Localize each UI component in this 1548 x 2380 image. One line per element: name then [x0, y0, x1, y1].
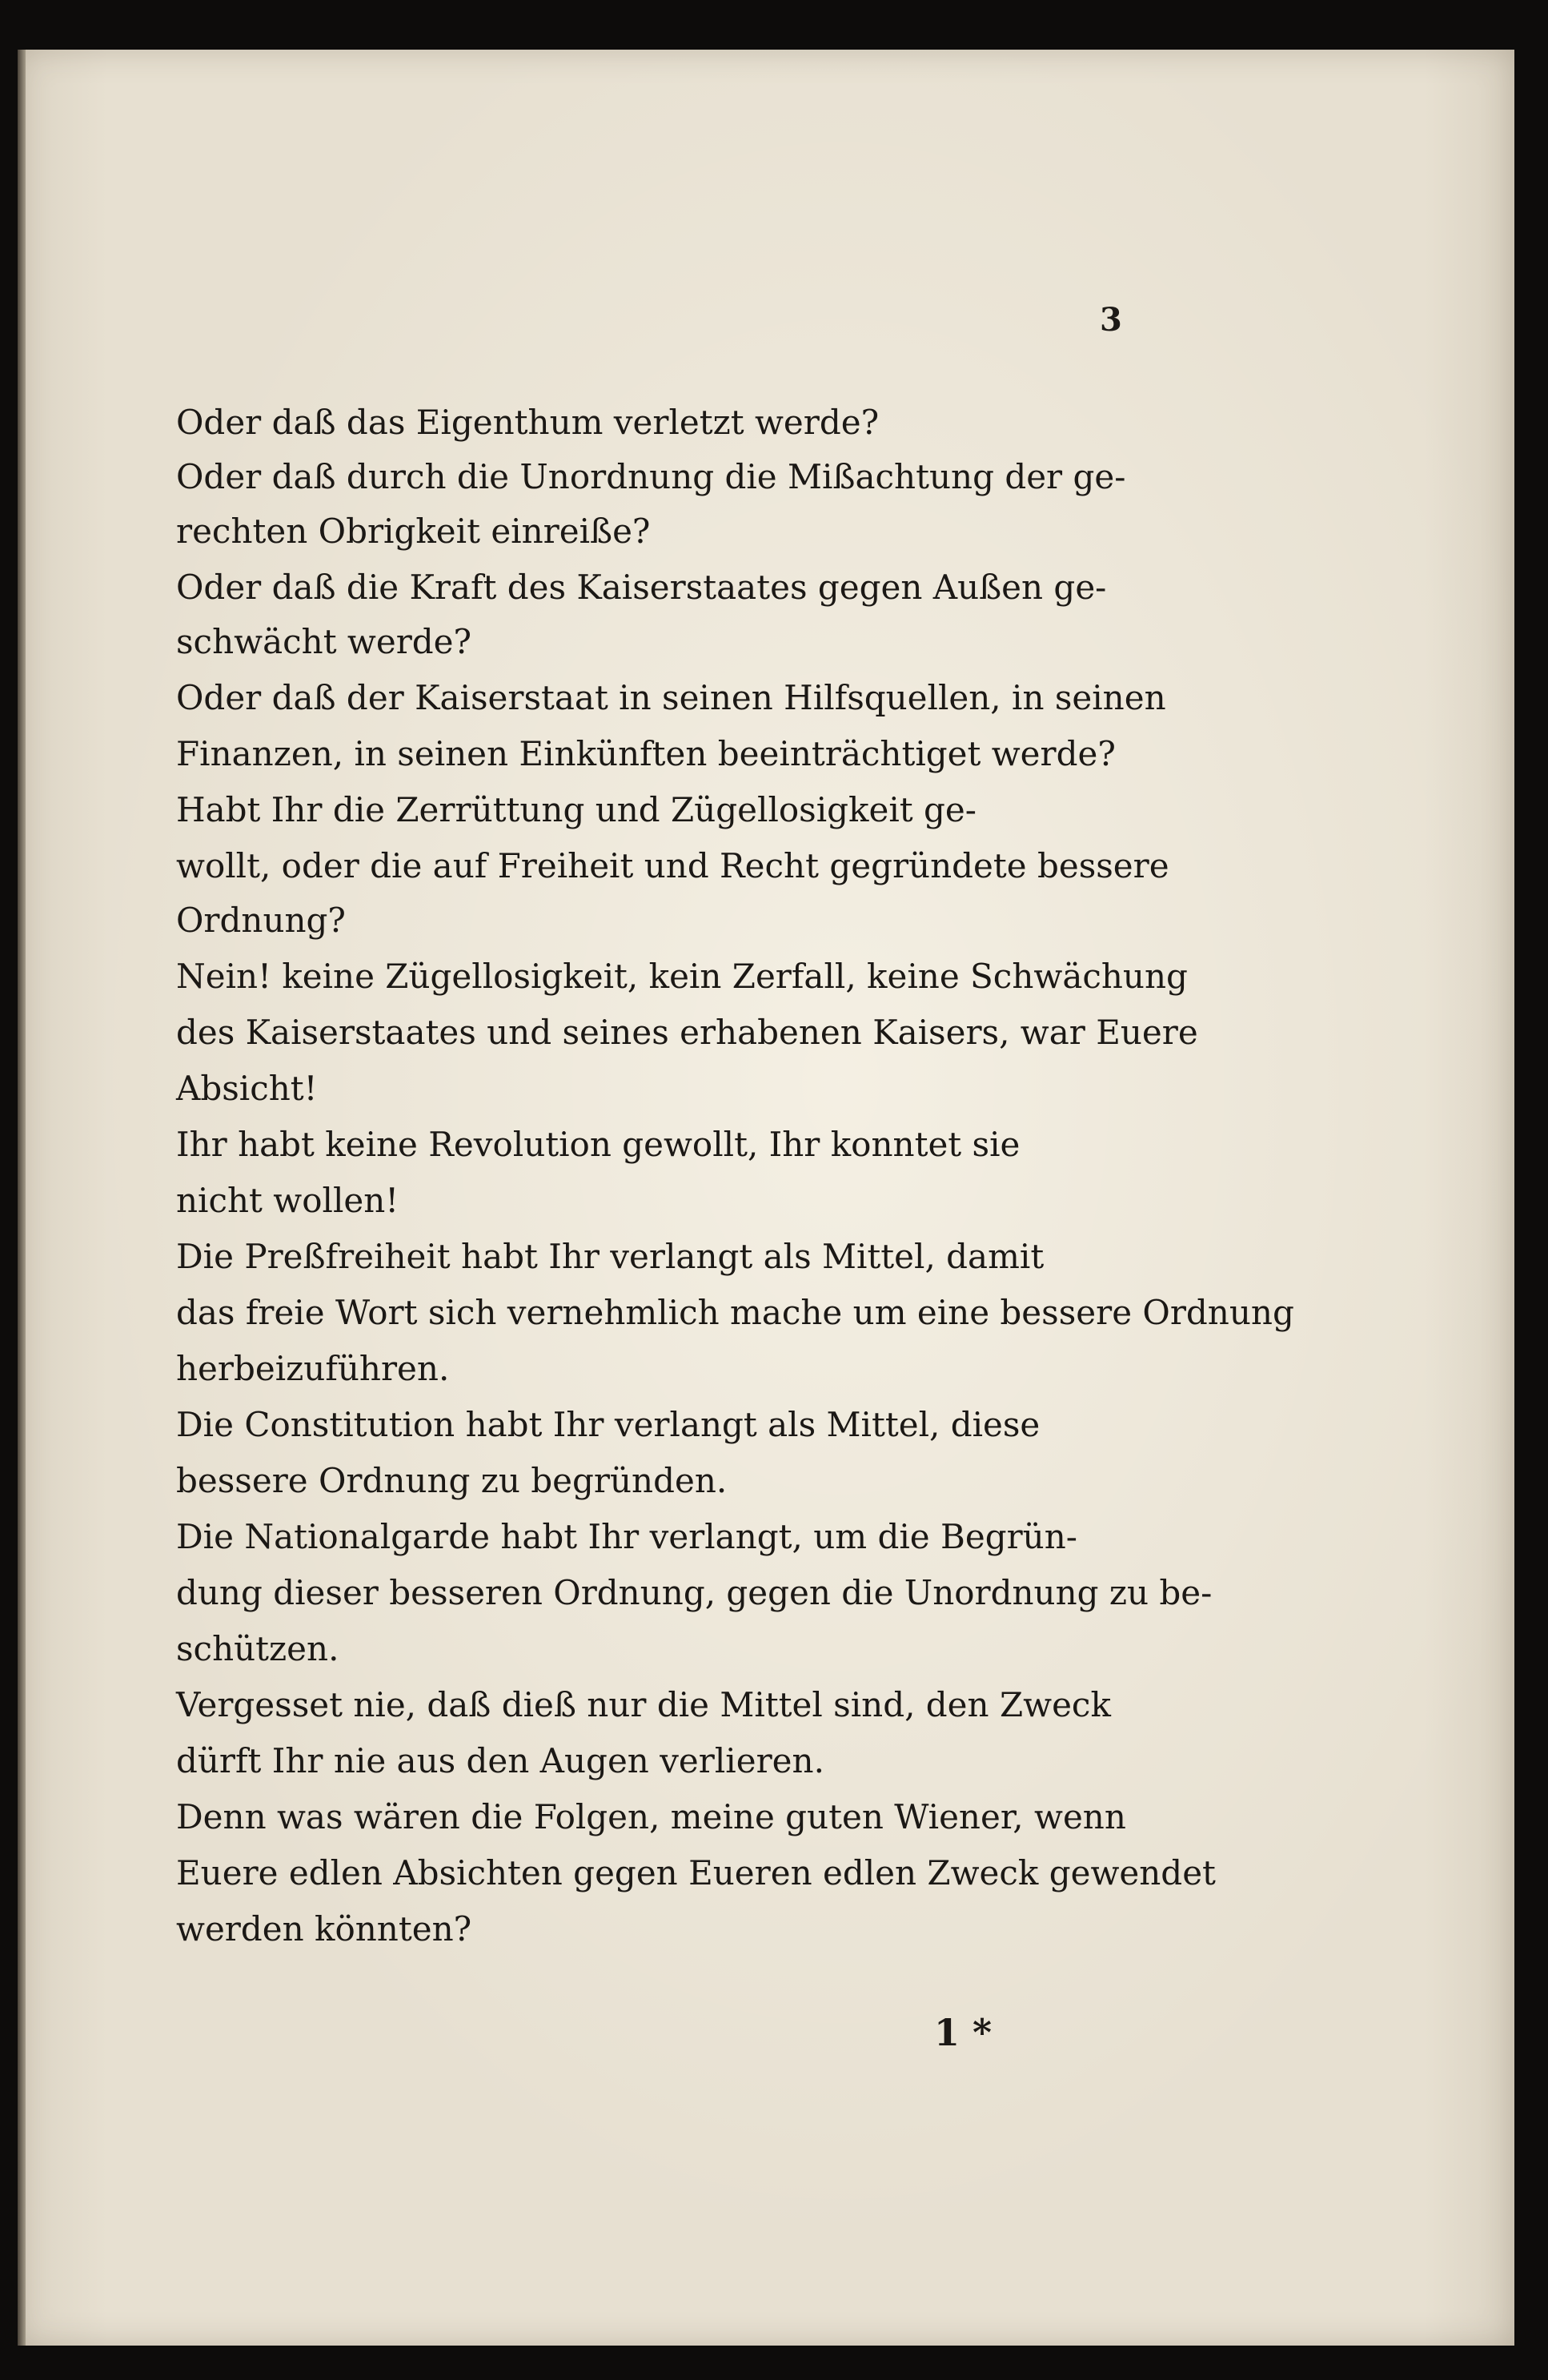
text-line: des Kaiserstaates und seines erhabenen Kaisers, war Euere: [176, 1013, 1198, 1052]
text-line: Oder daß das Eigenthum verletzt werde?: [176, 403, 880, 442]
text-line: Nein! keine Zügellosigkeit, kein Zerfall, keine Schwächung: [176, 957, 1188, 996]
text-line: Denn was wären die Folgen, meine guten Wiener, wenn: [176, 1797, 1126, 1836]
signature-mark: 1 *: [934, 2011, 993, 2054]
text-line: Absicht!: [176, 1069, 318, 1108]
text-line: das freie Wort sich vernehmlich mache um eine bessere Ordnung: [176, 1293, 1294, 1332]
text-line: wollt, oder die auf Freiheit und Recht gegründete bessere: [176, 846, 1169, 885]
binding-gutter: [18, 50, 26, 2346]
text-line: Die Constitution habt Ihr verlangt als Mittel, diese: [176, 1405, 1041, 1444]
text-line: Die Preßfreiheit habt Ihr verlangt als Mittel, damit: [176, 1237, 1045, 1276]
text-line: dung dieser besseren Ordnung, gegen die Unordnung zu be-: [176, 1573, 1213, 1612]
text-line: Oder daß der Kaiserstaat in seinen Hilfsquellen, in seinen: [176, 678, 1166, 717]
text-line: werden könnten?: [176, 1909, 472, 1949]
text-line: Habt Ihr die Zerrüttung und Zügellosigkeit ge-: [176, 790, 977, 829]
page-number: 3: [1100, 301, 1122, 339]
text-line: Oder daß durch die Unordnung die Mißachtung der ge-: [176, 457, 1126, 496]
text-line: schwächt werde?: [176, 622, 472, 661]
text-line: schützen.: [176, 1629, 339, 1668]
text-line: herbeizuführen.: [176, 1349, 450, 1388]
text-line: bessere Ordnung zu begründen.: [176, 1461, 728, 1500]
text-line: Finanzen, in seinen Einkünften beeinträchtiget werde?: [176, 734, 1116, 773]
text-line: Oder daß die Kraft des Kaiserstaates gegen Außen ge-: [176, 568, 1107, 607]
text-line: nicht wollen!: [176, 1181, 399, 1220]
text-line: Ihr habt keine Revolution gewollt, Ihr konntet sie: [176, 1125, 1021, 1164]
book-page: [18, 50, 1514, 2346]
text-line: Vergesset nie, daß dieß nur die Mittel sind, den Zweck: [176, 1685, 1111, 1724]
text-line: dürft Ihr nie aus den Augen verlieren.: [176, 1741, 824, 1780]
text-line: Euere edlen Absichten gegen Eueren edlen Zweck gewendet: [176, 1853, 1216, 1892]
text-line: Die Nationalgarde habt Ihr verlangt, um die Begrün-: [176, 1517, 1077, 1556]
text-line: rechten Obrigkeit einreiße?: [176, 512, 651, 551]
text-line: Ordnung?: [176, 901, 346, 940]
